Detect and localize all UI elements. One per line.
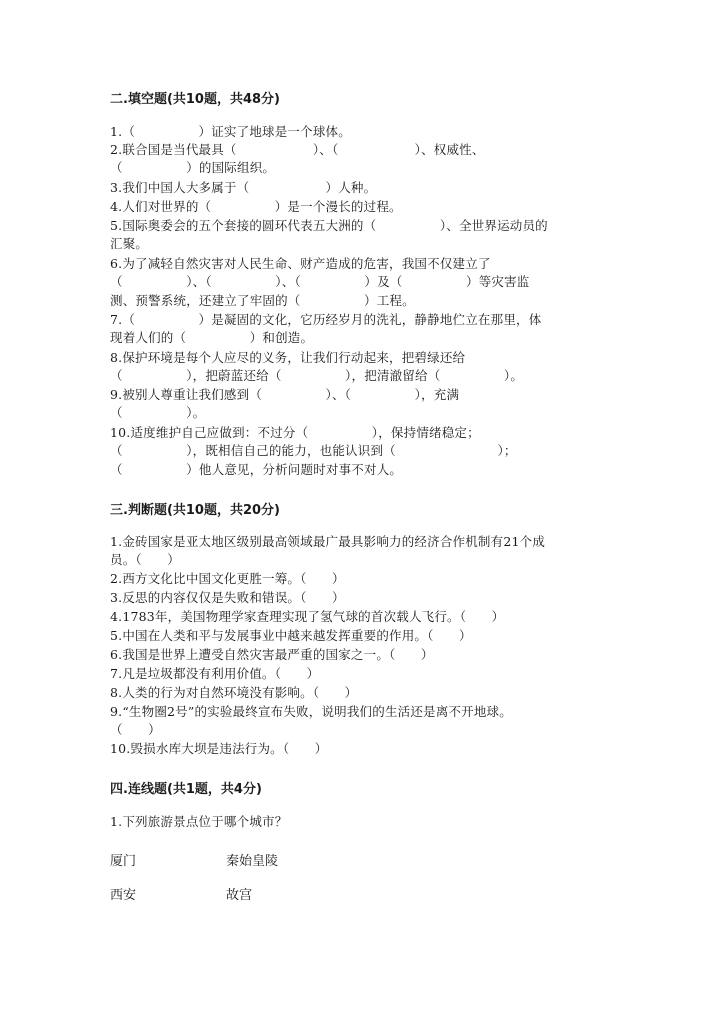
judge-line: 4.1783年，美国物理学家查理实现了氢气球的首次载人飞行。（ ） xyxy=(110,609,505,624)
fill-line: 1.（ ）证实了地球是一个球体。 xyxy=(110,124,351,139)
fill-line: （ ）他人意见，分析问题时对事不对人。 xyxy=(110,462,403,477)
connect-question: 1.下列旅游景点位于哪个城市？ xyxy=(110,814,288,829)
fill-line: 6.为了减轻自然灾害对人民生命、财产造成的危害，我国不仅建立了 xyxy=(110,256,491,271)
fill-line: 10.适度维护自己应做到：不过分（ ），保持情绪稳定； xyxy=(110,425,480,440)
fill-line: （ ），把蔚蓝还给（ ），把清澈留给（ ）。 xyxy=(110,368,524,383)
judge-line: 5.中国在人类和平与发展事业中越来越发挥重要的作用。（ ） xyxy=(110,628,472,643)
judge-line: 2.西方文化比中国文化更胜一筹。（ ） xyxy=(110,571,345,586)
judge-line: 6.我国是世界上遭受自然灾害最严重的国家之一。（ ） xyxy=(110,647,434,662)
fill-line: 现着人们的（ ）和创造。 xyxy=(110,330,314,345)
judge-line: （ ） xyxy=(110,722,161,737)
fill-line: （ ）。 xyxy=(110,405,206,420)
fill-line: （ ），既相信自己的能力，也能认识到（ ）； xyxy=(110,443,517,458)
connect-right-item: 秦始皇陵 xyxy=(226,854,279,869)
judge-line: 7.凡是垃圾都没有利用价值。（ ） xyxy=(110,666,320,681)
fill-line: 5.国际奥委会的五个套接的圆环代表五大洲的（ ）、全世界运动员的 xyxy=(110,218,548,233)
judge-line: 3.反思的内容仅仅是失败和错误。（ ） xyxy=(110,590,345,605)
judge-line: 8.人类的行为对自然环境没有影响。（ ） xyxy=(110,685,358,700)
judge-line: 员。（ ） xyxy=(110,552,180,567)
judge-line: 1.金砖国家是亚太地区级别最高领域最广最具影响力的经济合作机制有21个成 xyxy=(110,534,546,549)
section-fill-title: 二.填空题(共10题，共48分) xyxy=(110,92,281,107)
judge-line: 10.毁损水库大坝是违法行为。（ ） xyxy=(110,741,328,756)
fill-line: 7.（ ）是凝固的文化，它历经岁月的洗礼，静静地伫立在那里，体 xyxy=(110,312,542,327)
connect-left-item: 西安 xyxy=(110,888,137,903)
fill-line: （ ）的国际组织。 xyxy=(110,160,276,175)
judge-line: 9.“生物圈2号”的实验最终宣布失败，说明我们的生活还是离不开地球。 xyxy=(110,704,512,719)
fill-line: 测、预警系统，还建立了牢固的（ ）工程。 xyxy=(110,293,415,308)
fill-line: 3.我们中国人大多属于（ ）人种。 xyxy=(110,180,377,195)
fill-line: 4.人们对世界的（ ）是一个漫长的过程。 xyxy=(110,199,402,214)
connect-right-item: 故宫 xyxy=(226,888,253,903)
fill-line: 9.被别人尊重让我们感到（ ）、（ ），充满 xyxy=(110,387,460,402)
fill-line: 2.联合国是当代最具（ ）、（ ）、权威性、 xyxy=(110,142,485,157)
fill-line: （ ）、（ ）、（ ）及（ ）等灾害监 xyxy=(110,274,530,289)
section-judge-title: 三.判断题(共10题，共20分) xyxy=(110,503,281,518)
section-connect-title: 四.连线题(共1题，共4分) xyxy=(110,782,262,797)
fill-line: 汇聚。 xyxy=(110,236,149,251)
fill-line: 8.保护环境是每个人应尽的义务，让我们行动起来，把碧绿还给 xyxy=(110,350,466,365)
connect-left-item: 厦门 xyxy=(110,854,137,869)
